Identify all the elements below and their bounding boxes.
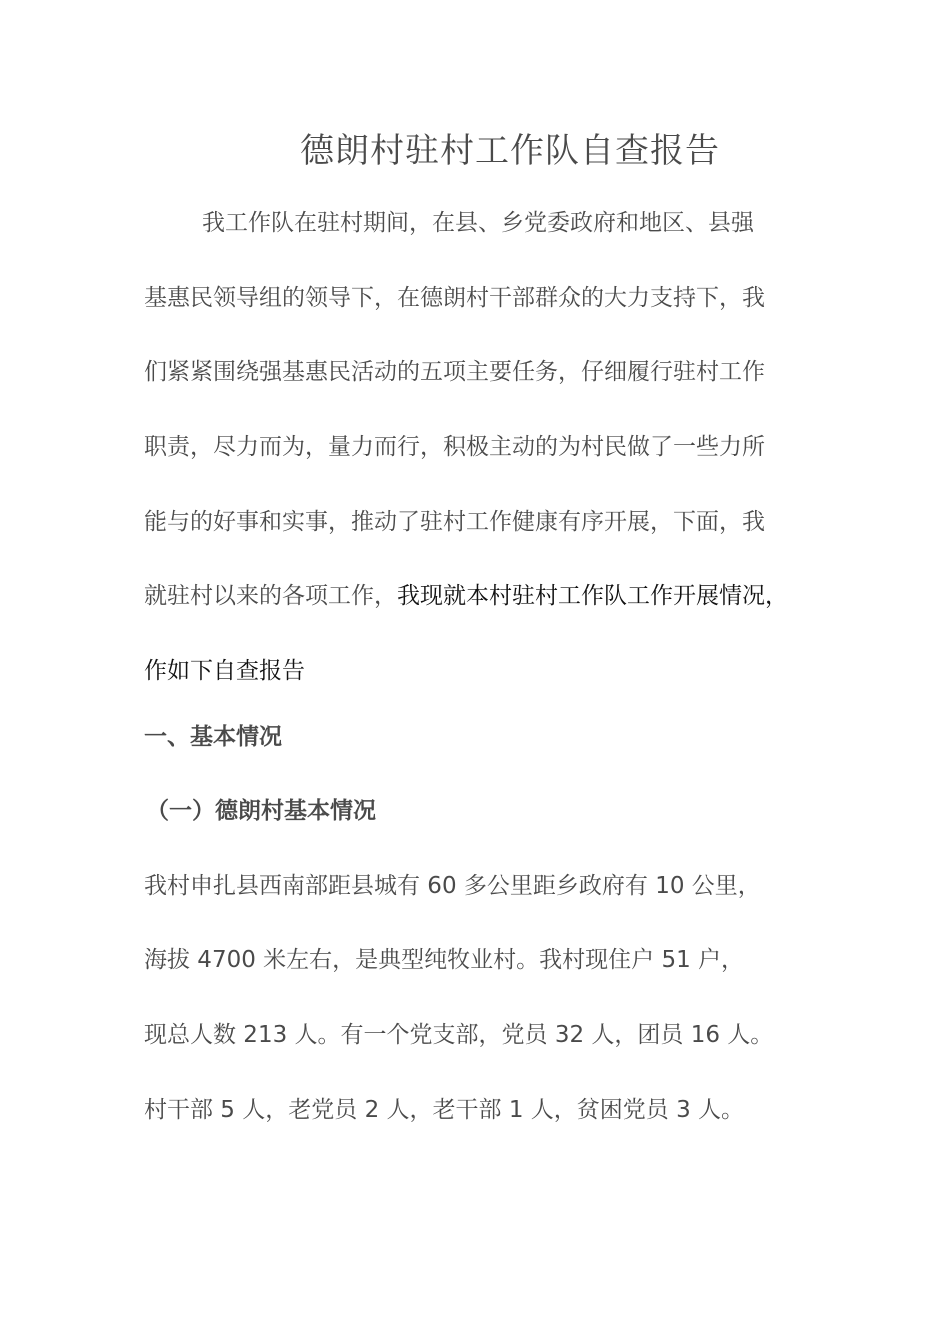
body-line-2: 海拔 4700 米左右，是典型纯牧业村。我村现住户 51 户， <box>144 947 745 973</box>
intro-line-2: 基惠民领导组的领导下，在德朗村干部群众的大力支持下，我 <box>144 285 765 311</box>
section-heading-1: 一、基本情况 <box>144 724 282 750</box>
body-line-1: 我村申扎县西南部距县城有 60 多公里距乡政府有 10 公里， <box>144 873 761 899</box>
body-line-3: 现总人数 213 人。有一个党支部，党员 32 人，团员 16 人。 <box>144 1022 774 1048</box>
intro-line-1: 我工作队在驻村期间，在县、乡党委政府和地区、县强 <box>202 210 754 236</box>
body-line-4: 村干部 5 人，老党员 2 人，老干部 1 人，贫困党员 3 人。 <box>144 1097 745 1123</box>
intro-line-7: 作如下自查报告 <box>144 658 305 684</box>
intro-line-5: 能与的好事和实事，推动了驻村工作健康有序开展，下面，我 <box>144 509 765 535</box>
intro-line-6 <box>144 580 788 612</box>
intro-line-6-part-1: 就驻村以来的各项工作， <box>144 583 397 609</box>
intro-line-3: 们紧紧围绕强基惠民活动的五项主要任务，仔细履行驻村工作 <box>144 359 765 385</box>
subsection-heading-1: （一）德朗村基本情况 <box>146 798 376 824</box>
intro-line-4: 职责，尽力而为，量力而行，积极主动的为村民做了一些力所 <box>144 434 765 460</box>
document-title: 德朗村驻村工作队自查报告 <box>300 131 720 171</box>
intro-line-6-part-2: 我现就本村驻村工作队工作开展情况， <box>397 583 788 609</box>
